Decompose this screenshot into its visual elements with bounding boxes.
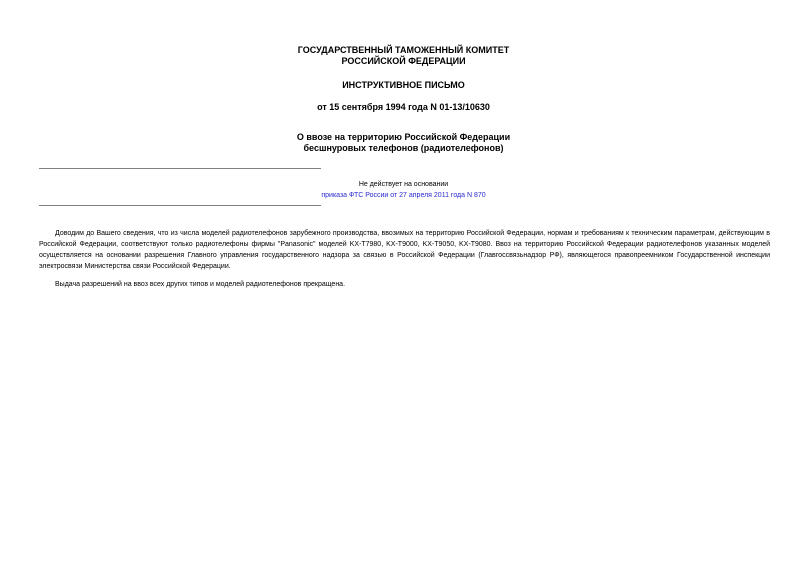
document-type: ИНСТРУКТИВНОЕ ПИСЬМО	[342, 80, 465, 90]
document-subject-line2: бесшнуровых телефонов (радиотелефонов)	[303, 143, 504, 153]
status-note-link[interactable]: приказа ФТС России от 27 апреля 2011 года N 870	[321, 192, 486, 199]
divider-top	[39, 168, 321, 169]
divider-bottom	[39, 205, 321, 206]
body-paragraph-2: Выдача разрешений на ввоз всех других типов и моделей радиотелефонов прекращена.	[55, 281, 346, 288]
agency-name-line1: ГОСУДАРСТВЕННЫЙ ТАМОЖЕННЫЙ КОМИТЕТ	[297, 45, 510, 55]
body-paragraph-1: Доводим до Вашего сведения, что из числа моделей радиотелефонов зарубежного производства, ввозимых на территорию Российской Федерации, нормам и требованиям к техническим параметрам, действующим в Российской Федерации, соответствуют только радиотелефоны фирмы "Panasonic" моделей KX-T7980, KX-T9000, KX-T9050, KX-T9080. Ввоз на территорию Российской Федерации радиотелефонов указанных моделей осуществляется на основании разрешения Главного управления государственного надзора за связью в Российской Федерации (Главгоссвязьнадзор РФ), являющегося правопреемником Государственной инспекции электросвязи Министерства связи Российской Федерации.	[39, 230, 770, 270]
document-subject-line1: О ввозе на территорию Российской Федерации	[296, 132, 511, 142]
agency-name-line2: РОССИЙСКОЙ ФЕДЕРАЦИИ	[341, 56, 466, 66]
status-note: Не действует на основании	[358, 181, 449, 188]
document-date-number: от 15 сентября 1994 года N 01-13/10630	[317, 102, 490, 112]
